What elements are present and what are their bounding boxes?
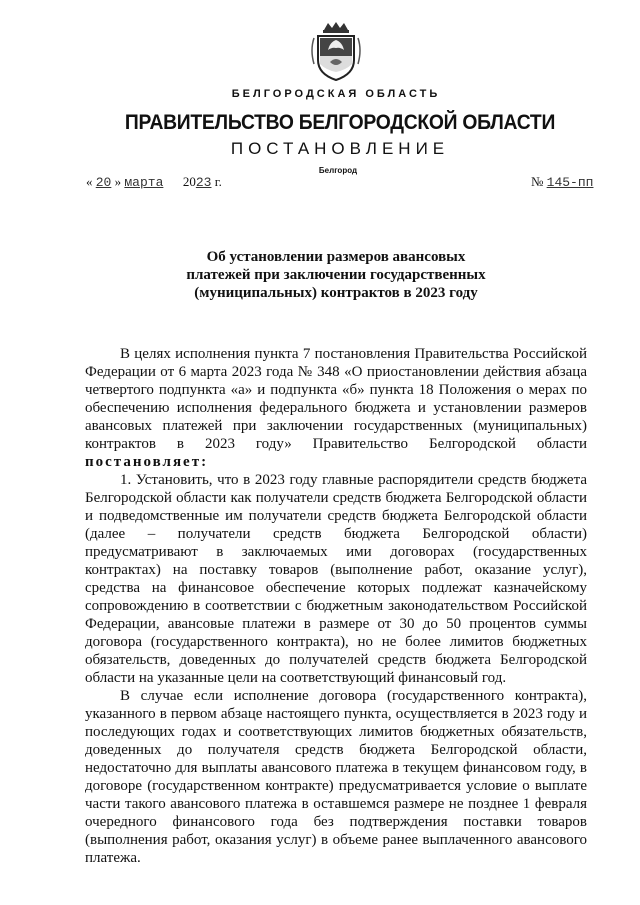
date-day: 20 — [95, 175, 112, 190]
title-line: (муниципальных) контрактов в 2023 году — [194, 285, 478, 301]
title-line: платежей при заключении государственных — [186, 267, 486, 283]
document-number — [531, 174, 593, 190]
government-name: ПРАВИТЕЛЬСТВО БЕЛГОРОДСКОЙ ОБЛАСТИ — [124, 111, 556, 134]
date-open-quote: « — [86, 174, 93, 189]
date-year-prefix: 20 — [182, 174, 196, 189]
paragraph-item-1-continued: В случае если исполнение договора (государственного контракта), указанного в первом абзаце настоящего пункта, осуществляется в 2023 году и последующих годах и соответствующих лимитов бюджетных обязательств, доведенных до получателя средств бюджета Белгородской области, недостаточно для выплаты авансового платежа в текущем финансовом году, в договоре (государственном контракте) предусматривается условие о выплате части такого авансового платежа в оставшемся размере не позднее 1 февраля очередного финансового года без подтверждения поставки товаров (выполнения работ, оказания услуг) в объеме ранее выплаченного авансового платежа. — [85, 688, 587, 866]
date-month: марта — [124, 175, 164, 190]
city-name: Белгород — [318, 166, 358, 175]
document-body — [85, 345, 587, 867]
preamble-text: В целях исполнения пункта 7 постановления Правительства Российской Федерации от 6 марта 2023 года № 348 «О приостановлении действия абзаца четвертого подпункта «а» и подпункта «б» пункта 18 Положения о мерах по обеспечению исполнения федерального бюджета и установлении размеров авансовых платежей при заключении государственных (муниципальных) контрактов в 2023 году» Правительство Белгородской области — [85, 346, 587, 452]
paragraph-preamble — [85, 345, 587, 471]
region-name: БЕЛГОРОДСКАЯ ОБЛАСТЬ — [231, 88, 441, 100]
document-type: ПОСТАНОВЛЕНИЕ — [230, 139, 450, 158]
title-line: Об установлении размеров авансовых — [206, 249, 466, 265]
number-value: 145-пп — [546, 175, 594, 190]
date-close-quote: » — [114, 174, 122, 189]
paragraph-item-1: 1. Установить, что в 2023 году главные распорядители средств бюджета Белгородской области как получатели средств бюджета Белгородской области и подведомственные им получатели средств бюджета Белгородской области (далее – получатели средств бюджета Белгородской области) предусматривают в заключаемых ими договорах (государственных контрактах) на поставку товаров (выполнение работ, оказание услуг), средства на финансовое обеспечение которых подлежат казначейскому сопровождению в соответствии с бюджетным законодательством Российской Федерации, авансовые платежи в размере от 30 до 50 процентов суммы договора (государственного контракта), но не более лимитов бюджетных обязательств, доведенных до получателей средств бюджета Белгородской области на указанные цели на соответствующий финансовый год. — [85, 472, 587, 686]
date-year-abbr: г. — [214, 174, 222, 189]
number-label: № — [531, 174, 544, 189]
decree-verb: постановляет: — [85, 454, 209, 470]
date-year-suffix: 23 — [195, 175, 212, 190]
belgorod-coat-of-arms-icon — [306, 20, 366, 82]
document-title — [0, 248, 640, 302]
document-date — [86, 174, 222, 190]
